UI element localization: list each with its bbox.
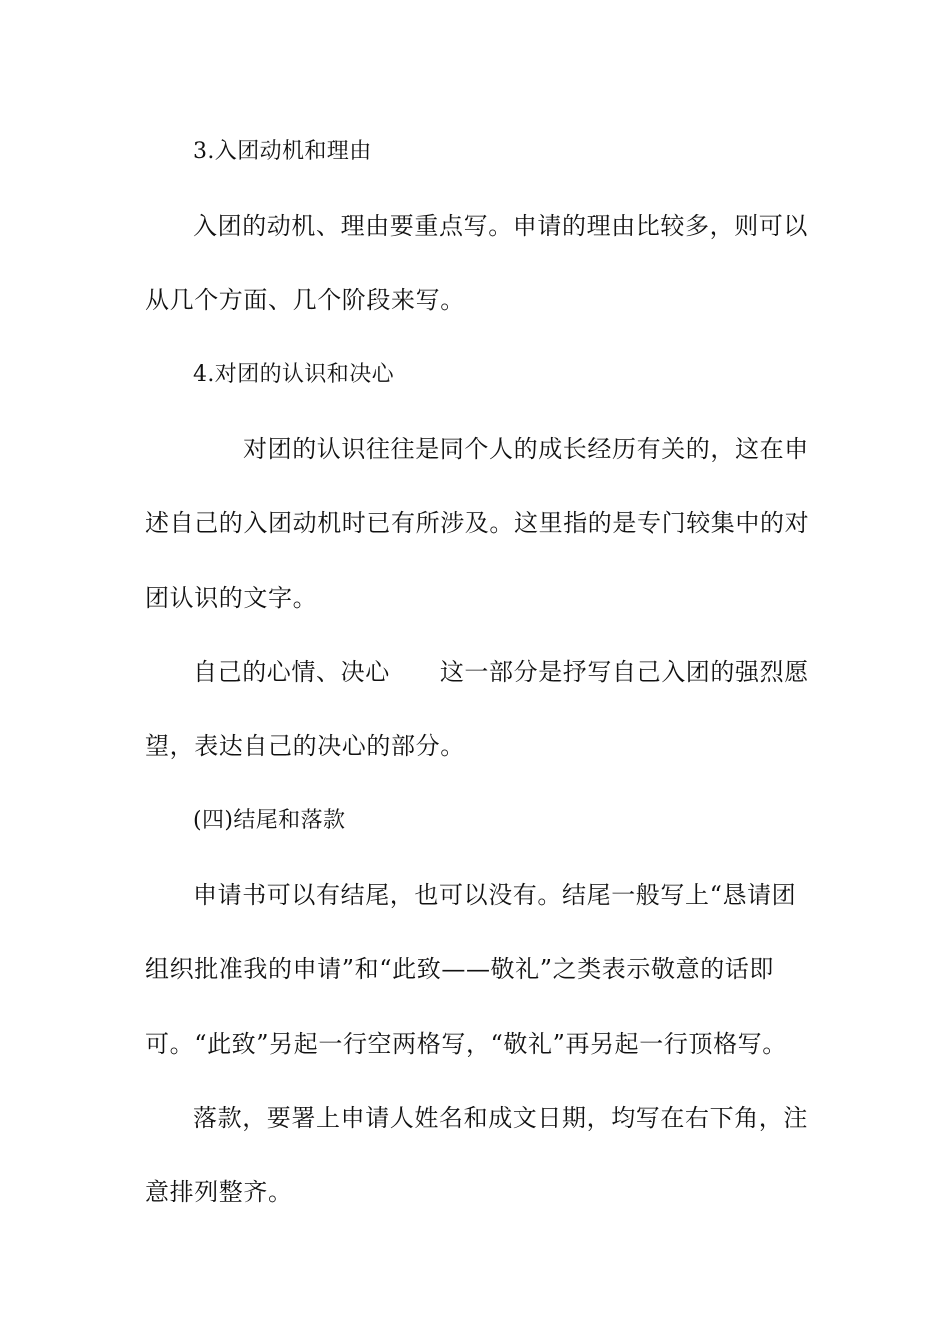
paragraph-text: 这一部分是抒写自己入团的强烈愿 — [439, 658, 809, 686]
inline-subheading: 自己的心情、决心 — [193, 658, 390, 686]
paragraph-line — [193, 657, 873, 687]
paragraph-line: 意排列整齐。 — [145, 1178, 293, 1206]
paragraph-line: 团认识的文字。 — [145, 584, 318, 612]
paragraph-line: 可。“此致”另起一行空两格写，“敬礼”再另起一行顶格写。 — [145, 1030, 787, 1058]
section-heading-motivation: 3.入团动机和理由 — [193, 139, 372, 164]
paragraph-line: 组织批准我的申请”和“此致——敬礼”之类表示敬意的话即 — [145, 955, 775, 983]
paragraph-line: 申请书可以有结尾，也可以没有。结尾一般写上“恳请团 — [193, 881, 797, 909]
paragraph-line: 述自己的入团动机时已有所涉及。这里指的是专门较集中的对 — [145, 509, 810, 537]
section-heading-ending: (四)结尾和落款 — [193, 808, 346, 833]
paragraph-line: 落款，要署上申请人姓名和成文日期，均写在右下角，注 — [193, 1104, 808, 1132]
paragraph-line: 入团的动机、理由要重点写。申请的理由比较多，则可以 — [193, 212, 808, 240]
paragraph-line: 从几个方面、几个阶段来写。 — [145, 286, 465, 314]
paragraph-line: 对团的认识往往是同个人的成长经历有关的，这在申 — [243, 435, 809, 463]
paragraph-line: 望，表达自己的决心的部分。 — [145, 732, 465, 760]
section-heading-understanding: 4.对团的认识和决心 — [193, 362, 394, 387]
